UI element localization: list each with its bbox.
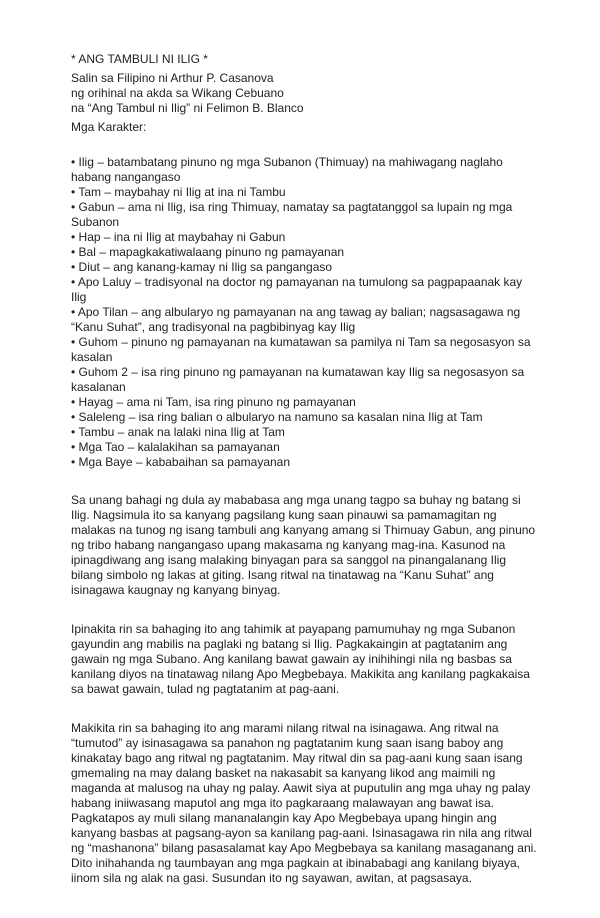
paragraph-line: kanyang basbas at pagsang-ayon sa kanilang pag-aani. Isinasagawa rin nila ang ritwal	[71, 826, 532, 840]
paragraph-line: malakas na tunog ng isang tambuli ang kanyang amang si Thimuay Gabun, ang pinuno	[71, 523, 536, 537]
paragraph-line: Ilig. Nagsimula ito sa kanyang pagsilang kung saan pinauwi sa pamamagitan ng	[71, 508, 497, 522]
character-item	[71, 230, 541, 245]
character-line: • Tambu – anak na lalaki nina Ilig at Tam	[71, 425, 285, 439]
character-item	[71, 200, 541, 230]
paragraph-line: Pagkatapos ay muli silang mananalangin kay Apo Megbebaya upang hingin ang	[71, 811, 497, 825]
character-item	[71, 425, 541, 440]
character-line: kasalanan	[71, 380, 126, 394]
credit-line: Salin sa Filipino ni Arthur P. Casanova	[71, 71, 274, 85]
character-item	[71, 305, 541, 335]
paragraph-line: ng tribo habang nangangaso upang makasama ng kanyang mag-ina. Kasunod na	[71, 538, 506, 552]
paragraph-line: gayundin ang mabilis na paglaki ng batang si Ilig. Pagkakaingin at pagtatanim ang	[71, 637, 508, 651]
character-line: • Hap – ina ni Ilig at maybahay ni Gabun	[71, 230, 286, 244]
character-line: • Hayag – ama ni Tam, isa ring pinuno ng pamayanan	[71, 395, 356, 409]
character-item	[71, 185, 541, 200]
paragraph-line: Makikita rin sa bahaging ito ang marami nilang ritwal na isinagawa. Ang ritwal na	[71, 721, 499, 735]
summary-paragraph	[71, 493, 541, 598]
paragraph-line: gawain ng mga Subano. Ang kanilang bawat gawain ay inihihingi nila ng basbas sa	[71, 652, 512, 666]
paragraph-line: Ipinakita rin sa bahaging ito ang tahimik at payapang pamumuhay ng mga Subanon	[71, 622, 516, 636]
character-line: habang nangangaso	[71, 170, 181, 184]
character-item	[71, 335, 541, 365]
paragraph-line: kanilang diyos na tinatawag nilang Apo Megbebaya. Makikita ang kanilang pagkakaisa	[71, 667, 530, 681]
character-item	[71, 440, 541, 455]
paragraph-line: gmemaling na may dalang basket na nakasabit sa kanyang likod ang maimili ng	[71, 766, 496, 780]
character-item	[71, 395, 541, 410]
character-line: • Ilig – batambatang pinuno ng mga Subanon (Thimuay) na mahiwagang naglaho	[71, 155, 503, 169]
character-line: “Kanu Suhat”, ang tradisyonal na pagbibinyag kay Ilig	[71, 320, 356, 334]
character-line: • Tam – maybahay ni Ilig at ina ni Tambu	[71, 185, 286, 199]
paragraph-line: isinagawa kaugnay ng kanyang binyag.	[71, 583, 281, 597]
paragraph-line: kinakatay bago ang ritwal ng pagtatanim. May ritwal din sa pag-aani kung saan isang	[71, 751, 523, 765]
character-line: • Apo Tilan – ang albularyo ng pamayanan na ang tawag ay balian; nagsasagawa ng	[71, 305, 521, 319]
summary-paragraph	[71, 721, 541, 886]
character-item	[71, 410, 541, 425]
characters-heading: Mga Karakter:	[71, 120, 147, 134]
paragraph-line: bilang simbolo ng lakas at giting. Isang ritwal na tinatawag na “Kanu Suhat” ang	[71, 568, 494, 582]
credits-block	[71, 71, 541, 116]
character-item	[71, 245, 541, 260]
credit-line: ng orihinal na akda sa Wikang Cebuano	[71, 86, 284, 100]
character-line: • Guhom 2 – isa ring pinuno ng pamayanan na kumatawan kay Ilig sa negosasyon sa	[71, 365, 525, 379]
paragraph-line: ng “mashanona” bilang pasasalamat kay Apo Megbebaya sa kanilang masaganang ani.	[71, 841, 537, 855]
character-line: • Mga Tao – kalalakihan sa pamayanan	[71, 440, 280, 454]
character-line: Ilig	[71, 290, 87, 304]
paragraph-line: sa bawat gawain, tulad ng pagtatanim at pag-aani.	[71, 682, 340, 696]
character-item	[71, 260, 541, 275]
paragraph-line: habang iniiwasang maputol ang mga ito pagkaraang malawayan ang bawat isa.	[71, 796, 494, 810]
character-item	[71, 275, 541, 305]
paragraph-line: ipinagdiwang ang isang malaking binyagan para sa sanggol na pinangalanang Ilig	[71, 553, 506, 567]
character-line: Subanon	[71, 215, 120, 229]
character-line: • Bal – mapagkakatiwalaang pinuno ng pamayanan	[71, 245, 345, 259]
character-item	[71, 455, 541, 470]
character-line: • Apo Laluy – tradisyonal na doctor ng pamayanan na tumulong sa pagpapaanak kay	[71, 275, 523, 289]
paragraph-line: iinom sila ng alak na gasi. Susundan ito ng sayawan, awitan, at pagsasaya.	[71, 871, 472, 885]
paragraph-line: Dito inihahanda ng taumbayan ang mga pagkain at ibinababagi ang kanilang biyaya,	[71, 856, 520, 870]
paragraph-line: “tumutod” ay isinasagawa sa panahon ng pagtatanim kung saan isang baboy ang	[71, 736, 504, 750]
character-line: • Mga Baye – kababaihan sa pamayanan	[71, 455, 291, 469]
paragraph-line: maganda at malusog na uhay ng palay. Aawit siya at puputulin ang mga uhay ng palay	[71, 781, 531, 795]
character-line: kasalan	[71, 350, 113, 364]
character-item	[71, 155, 541, 185]
character-line: • Guhom – pinuno ng pamayanan na kumatawan sa pamilya ni Tam sa negosasyon sa	[71, 335, 531, 349]
paragraph-line: Sa unang bahagi ng dula ay mababasa ang mga unang tagpo sa buhay ng batang si	[71, 493, 521, 507]
character-line: • Gabun – ama ni Ilig, isa ring Thimuay, namatay sa pagtatanggol sa lupain ng mga	[71, 200, 513, 214]
summary-paragraphs	[71, 493, 541, 886]
character-list	[71, 155, 541, 470]
document-title: * ANG TAMBULI NI ILIG *	[71, 52, 208, 66]
character-line: • Saleleng – isa ring balian o albularyo na namuno sa kasalan nina Ilig at Tam	[71, 410, 483, 424]
credit-line: na “Ang Tambul ni Ilig” ni Felimon B. Blanco	[71, 101, 304, 115]
character-item	[71, 365, 541, 395]
document-page	[71, 52, 541, 886]
summary-paragraph	[71, 622, 541, 697]
character-line: • Diut – ang kanang-kamay ni Ilig sa pangangaso	[71, 260, 333, 274]
